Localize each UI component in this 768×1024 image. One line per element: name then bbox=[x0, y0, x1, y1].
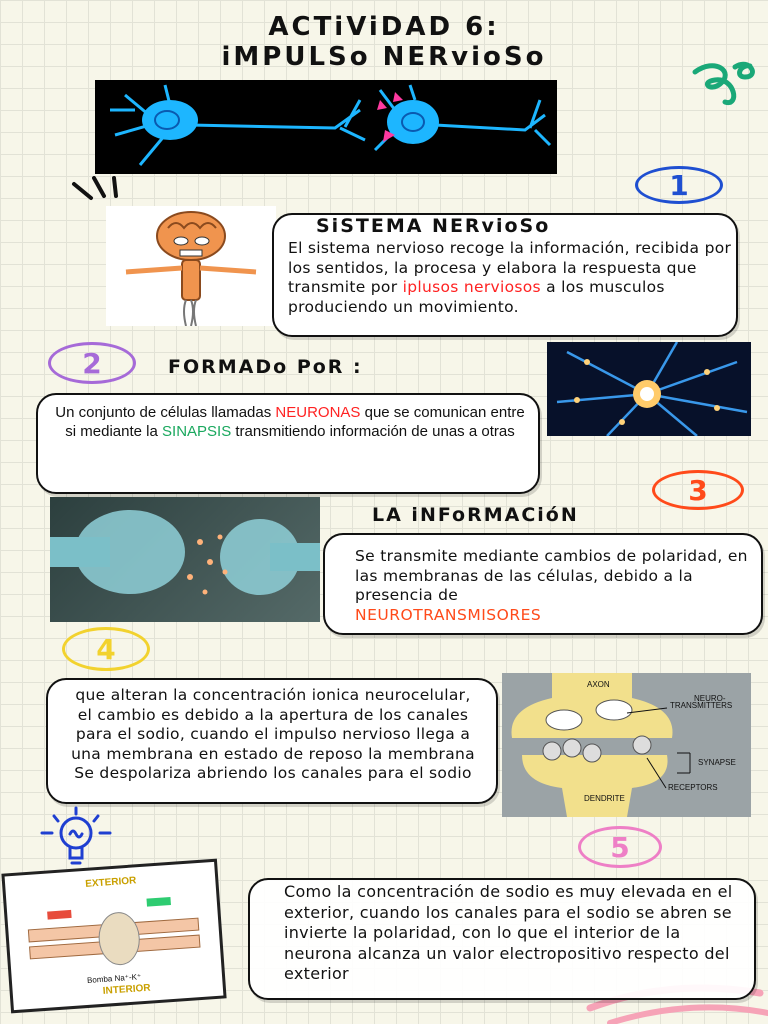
synapse-diagram-image bbox=[502, 673, 751, 817]
section3-heading: LA iNFoRMACióN bbox=[372, 504, 579, 526]
section1-card bbox=[272, 213, 738, 337]
membrane-diagram-image bbox=[1, 859, 226, 1014]
section2-neuronas: NEURONAS bbox=[275, 404, 361, 421]
section2-text-part2: que se comunican entre si mediante la bbox=[65, 404, 525, 440]
section1-text bbox=[288, 239, 732, 317]
section1-heading: SiSTEMA NERvioSo bbox=[316, 215, 551, 237]
section2-card bbox=[36, 393, 540, 494]
section2-heading: FORMADo PoR : bbox=[168, 356, 363, 378]
number-badge-3: 3 bbox=[652, 470, 744, 510]
section5-text: Como la concentración de sodio es muy elevada en el exterior, cuando los canales para el sodio se abren se invierte la polaridad, con lo que el interior de la neurona alcanza un valor electropositivo respecto del exterior bbox=[284, 882, 733, 983]
section3-card bbox=[323, 533, 763, 635]
label-interior: INTERIOR bbox=[102, 982, 151, 997]
page-title bbox=[0, 12, 768, 72]
neuron-banner-image bbox=[95, 80, 557, 174]
label-receptors: RECEPTORS bbox=[668, 783, 718, 792]
title-line-1: ACTiViDAD 6: bbox=[268, 12, 500, 42]
section2-text bbox=[52, 403, 528, 441]
section4-card bbox=[46, 678, 498, 804]
brain-character-image bbox=[106, 206, 276, 326]
section1-highlight: iplusos nerviosos bbox=[402, 278, 541, 296]
section1-text-end: a los musculos produciendo un movimiento. bbox=[288, 278, 665, 316]
label-dendrite: DENDRITE bbox=[584, 794, 625, 803]
label-neuro: NEURO- bbox=[694, 694, 726, 703]
section3-text bbox=[355, 547, 755, 625]
lightbulb-icon bbox=[32, 806, 118, 868]
number-badge-1: 1 bbox=[635, 166, 723, 204]
section3-neurotransmisores: NEUROTRANSMISORES bbox=[355, 605, 542, 624]
number-badge-2: 2 bbox=[48, 342, 136, 384]
number-badge-4: 4 bbox=[62, 627, 150, 671]
title-line-2: iMPULSo NERvioSo bbox=[221, 42, 547, 72]
section2-sinapsis: SINAPSIS bbox=[162, 423, 232, 440]
section4-text: que alteran la concentración ionica neurocelular, el cambio es debido a la apertura de los canales para el sodio, cuando el impulso nervioso llega a una membrana en estado de reposo la membrana Se despolariza abriendo los canales para el sodio bbox=[71, 686, 475, 782]
section3-text-part: Se transmite mediante cambios de polaridad, en las membranas de las células, debido a la presencia de bbox=[355, 547, 748, 604]
label-axon: AXON bbox=[587, 680, 610, 689]
neuron-network-image bbox=[547, 342, 751, 436]
label-bomba: Bomba Na⁺-K⁺ bbox=[86, 972, 142, 985]
section2-text-part1: Un conjunto de células llamadas bbox=[55, 404, 276, 421]
swirl-decoration-icon bbox=[690, 52, 760, 112]
label-exterior: EXTERIOR bbox=[84, 875, 137, 890]
synapse-image bbox=[50, 497, 320, 622]
label-transmitters: TRANSMITTERS bbox=[670, 701, 733, 710]
number-badge-5: 5 bbox=[578, 826, 662, 868]
section1-text-part: El sistema nervioso recoge la información, recibida por los sentidos, la procesa y elabora la respuesta que transmite por bbox=[288, 239, 732, 296]
section2-text-part3: transmitiendo información de unas a otras bbox=[231, 423, 515, 440]
section5-card bbox=[248, 878, 756, 1000]
label-synapse: SYNAPSE bbox=[698, 758, 736, 767]
